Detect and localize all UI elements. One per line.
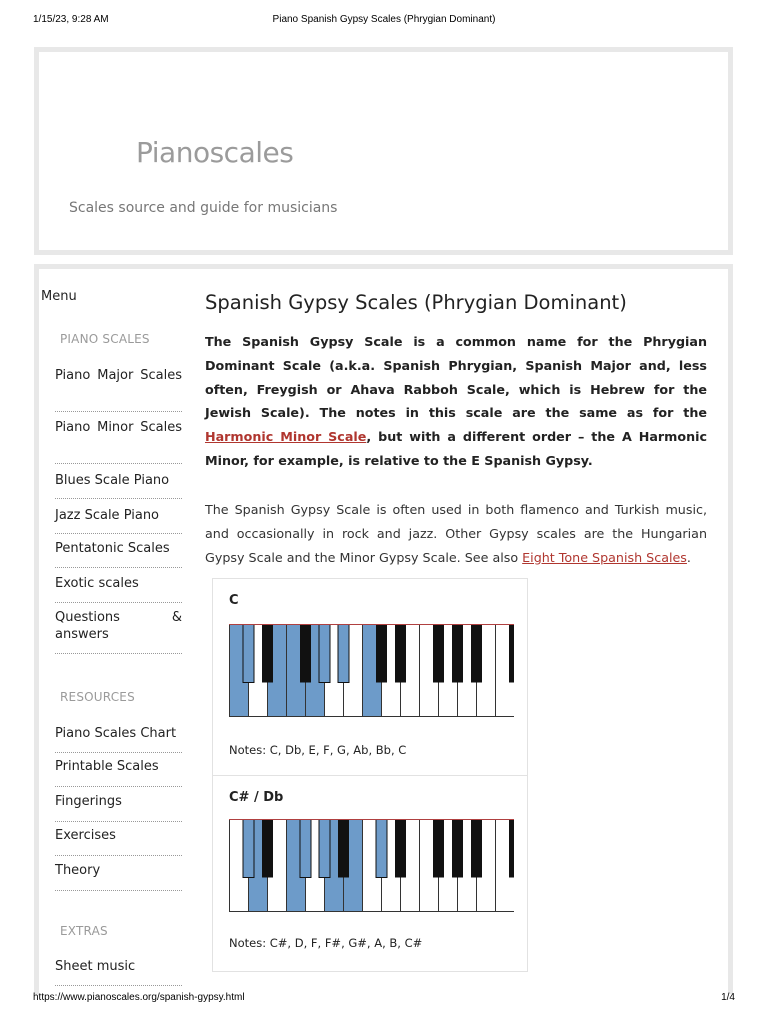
nav-item-exotic-scales[interactable]: Exotic scales bbox=[55, 575, 182, 603]
nav-item-blues-scale-piano[interactable]: Blues Scale Piano bbox=[55, 472, 182, 499]
black-key bbox=[262, 625, 273, 683]
site-tagline: Scales source and guide for musicians bbox=[69, 200, 338, 216]
print-title: Piano Spanish Gypsy Scales (Phrygian Dominant) bbox=[272, 14, 496, 25]
black-key bbox=[452, 625, 463, 683]
print-header bbox=[33, 14, 735, 28]
black-key bbox=[433, 820, 444, 878]
page-title: Spanish Gypsy Scales (Phrygian Dominant) bbox=[205, 291, 627, 314]
menu-label[interactable]: Menu bbox=[41, 289, 77, 304]
site-logo[interactable]: Pianoscales bbox=[136, 136, 294, 169]
scale-name: C# / Db bbox=[229, 790, 284, 805]
black-key bbox=[319, 625, 330, 683]
nav-item-printable-scales[interactable]: Printable Scales bbox=[55, 758, 182, 787]
nav-item-fingerings[interactable]: Fingerings bbox=[55, 793, 182, 822]
print-page-number: 1/4 bbox=[721, 992, 735, 1003]
section-heading-extras: EXTRAS bbox=[60, 924, 108, 938]
piano-keyboard bbox=[229, 819, 514, 913]
black-key bbox=[509, 625, 514, 683]
black-key bbox=[262, 820, 273, 878]
scale-name: C bbox=[229, 593, 239, 608]
nav-item-sheet-music[interactable]: Sheet music bbox=[55, 958, 182, 986]
black-key bbox=[376, 820, 387, 878]
black-key bbox=[471, 625, 482, 683]
black-key bbox=[338, 625, 349, 683]
print-footer bbox=[33, 992, 735, 1006]
nav-item-questions-answers[interactable]: Questions & answers bbox=[55, 609, 182, 654]
nav-item-jazz-scale-piano[interactable]: Jazz Scale Piano bbox=[55, 507, 182, 534]
section-heading-resources: RESOURCES bbox=[60, 690, 135, 704]
black-key bbox=[300, 625, 311, 683]
nav-item-exercises[interactable]: Exercises bbox=[55, 827, 182, 856]
black-key bbox=[300, 820, 311, 878]
black-key bbox=[319, 820, 330, 878]
intro-text-end: , but with a different order – the A Harmonic Minor, for example, is relative to the E Spanish Gypsy. bbox=[205, 429, 707, 468]
black-key bbox=[376, 625, 387, 683]
scale-card-c-sharp bbox=[212, 775, 528, 972]
black-key bbox=[395, 820, 406, 878]
black-key bbox=[471, 820, 482, 878]
nav-item-pentatonic-scales[interactable]: Pentatonic Scales bbox=[55, 540, 182, 568]
site-banner bbox=[39, 52, 728, 250]
black-key bbox=[243, 625, 254, 683]
site-header bbox=[34, 47, 733, 255]
usage-text-end: . bbox=[686, 549, 691, 565]
intro-text-start: The Spanish Gypsy Scale is a common name for the Phrygian Dominant Scale (a.k.a. Spanish Phrygian, Spanish Major and, less often, Freygish or Ahava Rabboh Scale, which is Hebrew for the Jewish Scale). The notes in this scale are the same as for the bbox=[205, 334, 707, 421]
usage-paragraph bbox=[205, 498, 707, 569]
black-key bbox=[338, 820, 349, 878]
black-key bbox=[243, 820, 254, 878]
eight-tone-spanish-scales-link[interactable]: Eight Tone Spanish Scales bbox=[522, 549, 687, 565]
scale-notes: Notes: C#, D, F, F#, G#, A, B, C# bbox=[229, 936, 423, 950]
intro-paragraph bbox=[205, 330, 707, 473]
section-heading-piano-scales: PIANO SCALES bbox=[60, 332, 150, 346]
nav-item-piano-scales-chart[interactable]: Piano Scales Chart bbox=[55, 725, 182, 753]
print-url: https://www.pianoscales.org/spanish-gypsy.html bbox=[33, 992, 245, 1003]
black-key bbox=[433, 625, 444, 683]
harmonic-minor-scale-link[interactable]: Harmonic Minor Scale bbox=[205, 429, 367, 445]
black-key bbox=[452, 820, 463, 878]
main-area bbox=[39, 269, 728, 994]
usage-text-start: The Spanish Gypsy Scale is often used in both flamenco and Turkish music, and occasionally in rock and jazz. Other Gypsy scales are the Hungarian Gypsy Scale and the Minor Gypsy Scale. See also bbox=[205, 502, 707, 565]
scale-card-c bbox=[212, 578, 528, 777]
nav-item-piano-major-scales[interactable]: Piano Major Scales bbox=[55, 367, 182, 412]
print-date: 1/15/23, 9:28 AM bbox=[33, 14, 109, 25]
black-key bbox=[509, 820, 514, 878]
nav-item-theory[interactable]: Theory bbox=[55, 862, 182, 891]
nav-item-piano-minor-scales[interactable]: Piano Minor Scales bbox=[55, 419, 182, 464]
scale-notes: Notes: C, Db, E, F, G, Ab, Bb, C bbox=[229, 743, 407, 757]
piano-keyboard bbox=[229, 624, 514, 718]
black-key bbox=[395, 625, 406, 683]
main-frame bbox=[34, 264, 733, 994]
